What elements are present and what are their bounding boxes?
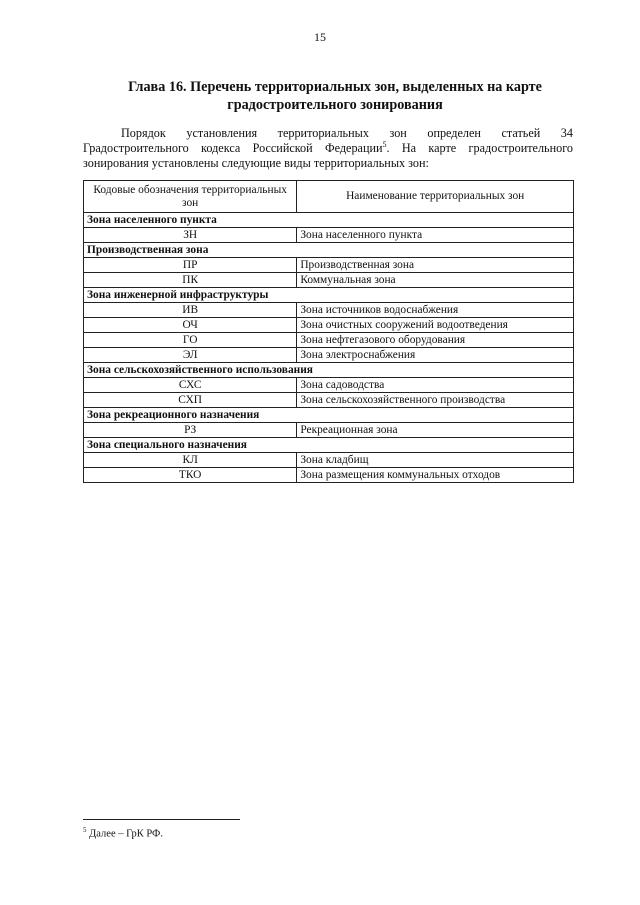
intro-text-after: . На карте градостроительного зонирования установлены следующие виды территориальных зон: (83, 141, 573, 170)
footnote (83, 826, 163, 840)
zone-code: РЗ (84, 423, 297, 438)
table-header-row (84, 181, 574, 213)
group-row (84, 243, 574, 258)
header-code: Кодовые обозначения территориальных зон (84, 181, 297, 213)
table-row (84, 303, 574, 318)
table-row (84, 423, 574, 438)
group-row (84, 438, 574, 453)
zone-code: ЗН (84, 228, 297, 243)
zone-code: ИВ (84, 303, 297, 318)
zone-name: Зона электроснабжения (297, 348, 574, 363)
zone-name: Зона размещения коммунальных отходов (297, 468, 574, 483)
group-row (84, 213, 574, 228)
zone-name: Зона нефтегазового оборудования (297, 333, 574, 348)
table-row (84, 333, 574, 348)
zone-code: ЭЛ (84, 348, 297, 363)
zone-code: ПК (84, 273, 297, 288)
footnote-marker: 5 (83, 826, 87, 834)
chapter-heading: Глава 16. Перечень территориальных зон, выделенных на карте градостроительного зонирования (128, 79, 542, 113)
table-row (84, 378, 574, 393)
table-row (84, 258, 574, 273)
page-number: 15 (314, 30, 326, 44)
zone-code: ГО (84, 333, 297, 348)
zones-table (83, 180, 574, 483)
zone-name: Зона источников водоснабжения (297, 303, 574, 318)
zone-name: Рекреационная зона (297, 423, 574, 438)
zone-name: Коммунальная зона (297, 273, 574, 288)
intro-paragraph (83, 126, 573, 171)
footnote-reference: 5 (382, 139, 387, 149)
group-title: Зона рекреационного назначения (84, 408, 574, 423)
zone-code: СХС (84, 378, 297, 393)
footnote-divider (83, 819, 240, 820)
header-name: Наименование территориальных зон (297, 181, 574, 213)
zone-code: ОЧ (84, 318, 297, 333)
group-title: Зона населенного пункта (84, 213, 574, 228)
group-row (84, 363, 574, 378)
table-row (84, 453, 574, 468)
zone-name: Зона населенного пункта (297, 228, 574, 243)
table-row (84, 228, 574, 243)
zone-name: Зона сельскохозяйственного производства (297, 393, 574, 408)
table-row (84, 468, 574, 483)
zone-name: Зона очистных сооружений водоотведения (297, 318, 574, 333)
group-title: Производственная зона (84, 243, 574, 258)
table-row (84, 348, 574, 363)
group-row (84, 288, 574, 303)
zone-code: ПР (84, 258, 297, 273)
group-title: Зона инженерной инфраструктуры (84, 288, 574, 303)
zone-name: Зона садоводства (297, 378, 574, 393)
zone-code: КЛ (84, 453, 297, 468)
group-row (84, 408, 574, 423)
zones-table-body (84, 213, 574, 483)
table-row (84, 273, 574, 288)
group-title: Зона специального назначения (84, 438, 574, 453)
zone-code: ТКО (84, 468, 297, 483)
footnote-text: Далее – ГрК РФ. (86, 828, 163, 840)
table-row (84, 393, 574, 408)
intro-text-before: Порядок установления территориальных зон определен статьей 34 Градостроительного кодекса Российской Федерации (83, 126, 573, 155)
table-row (84, 318, 574, 333)
group-title: Зона сельскохозяйственного использования (84, 363, 574, 378)
zone-code: СХП (84, 393, 297, 408)
zone-name: Производственная зона (297, 258, 574, 273)
zone-name: Зона кладбищ (297, 453, 574, 468)
